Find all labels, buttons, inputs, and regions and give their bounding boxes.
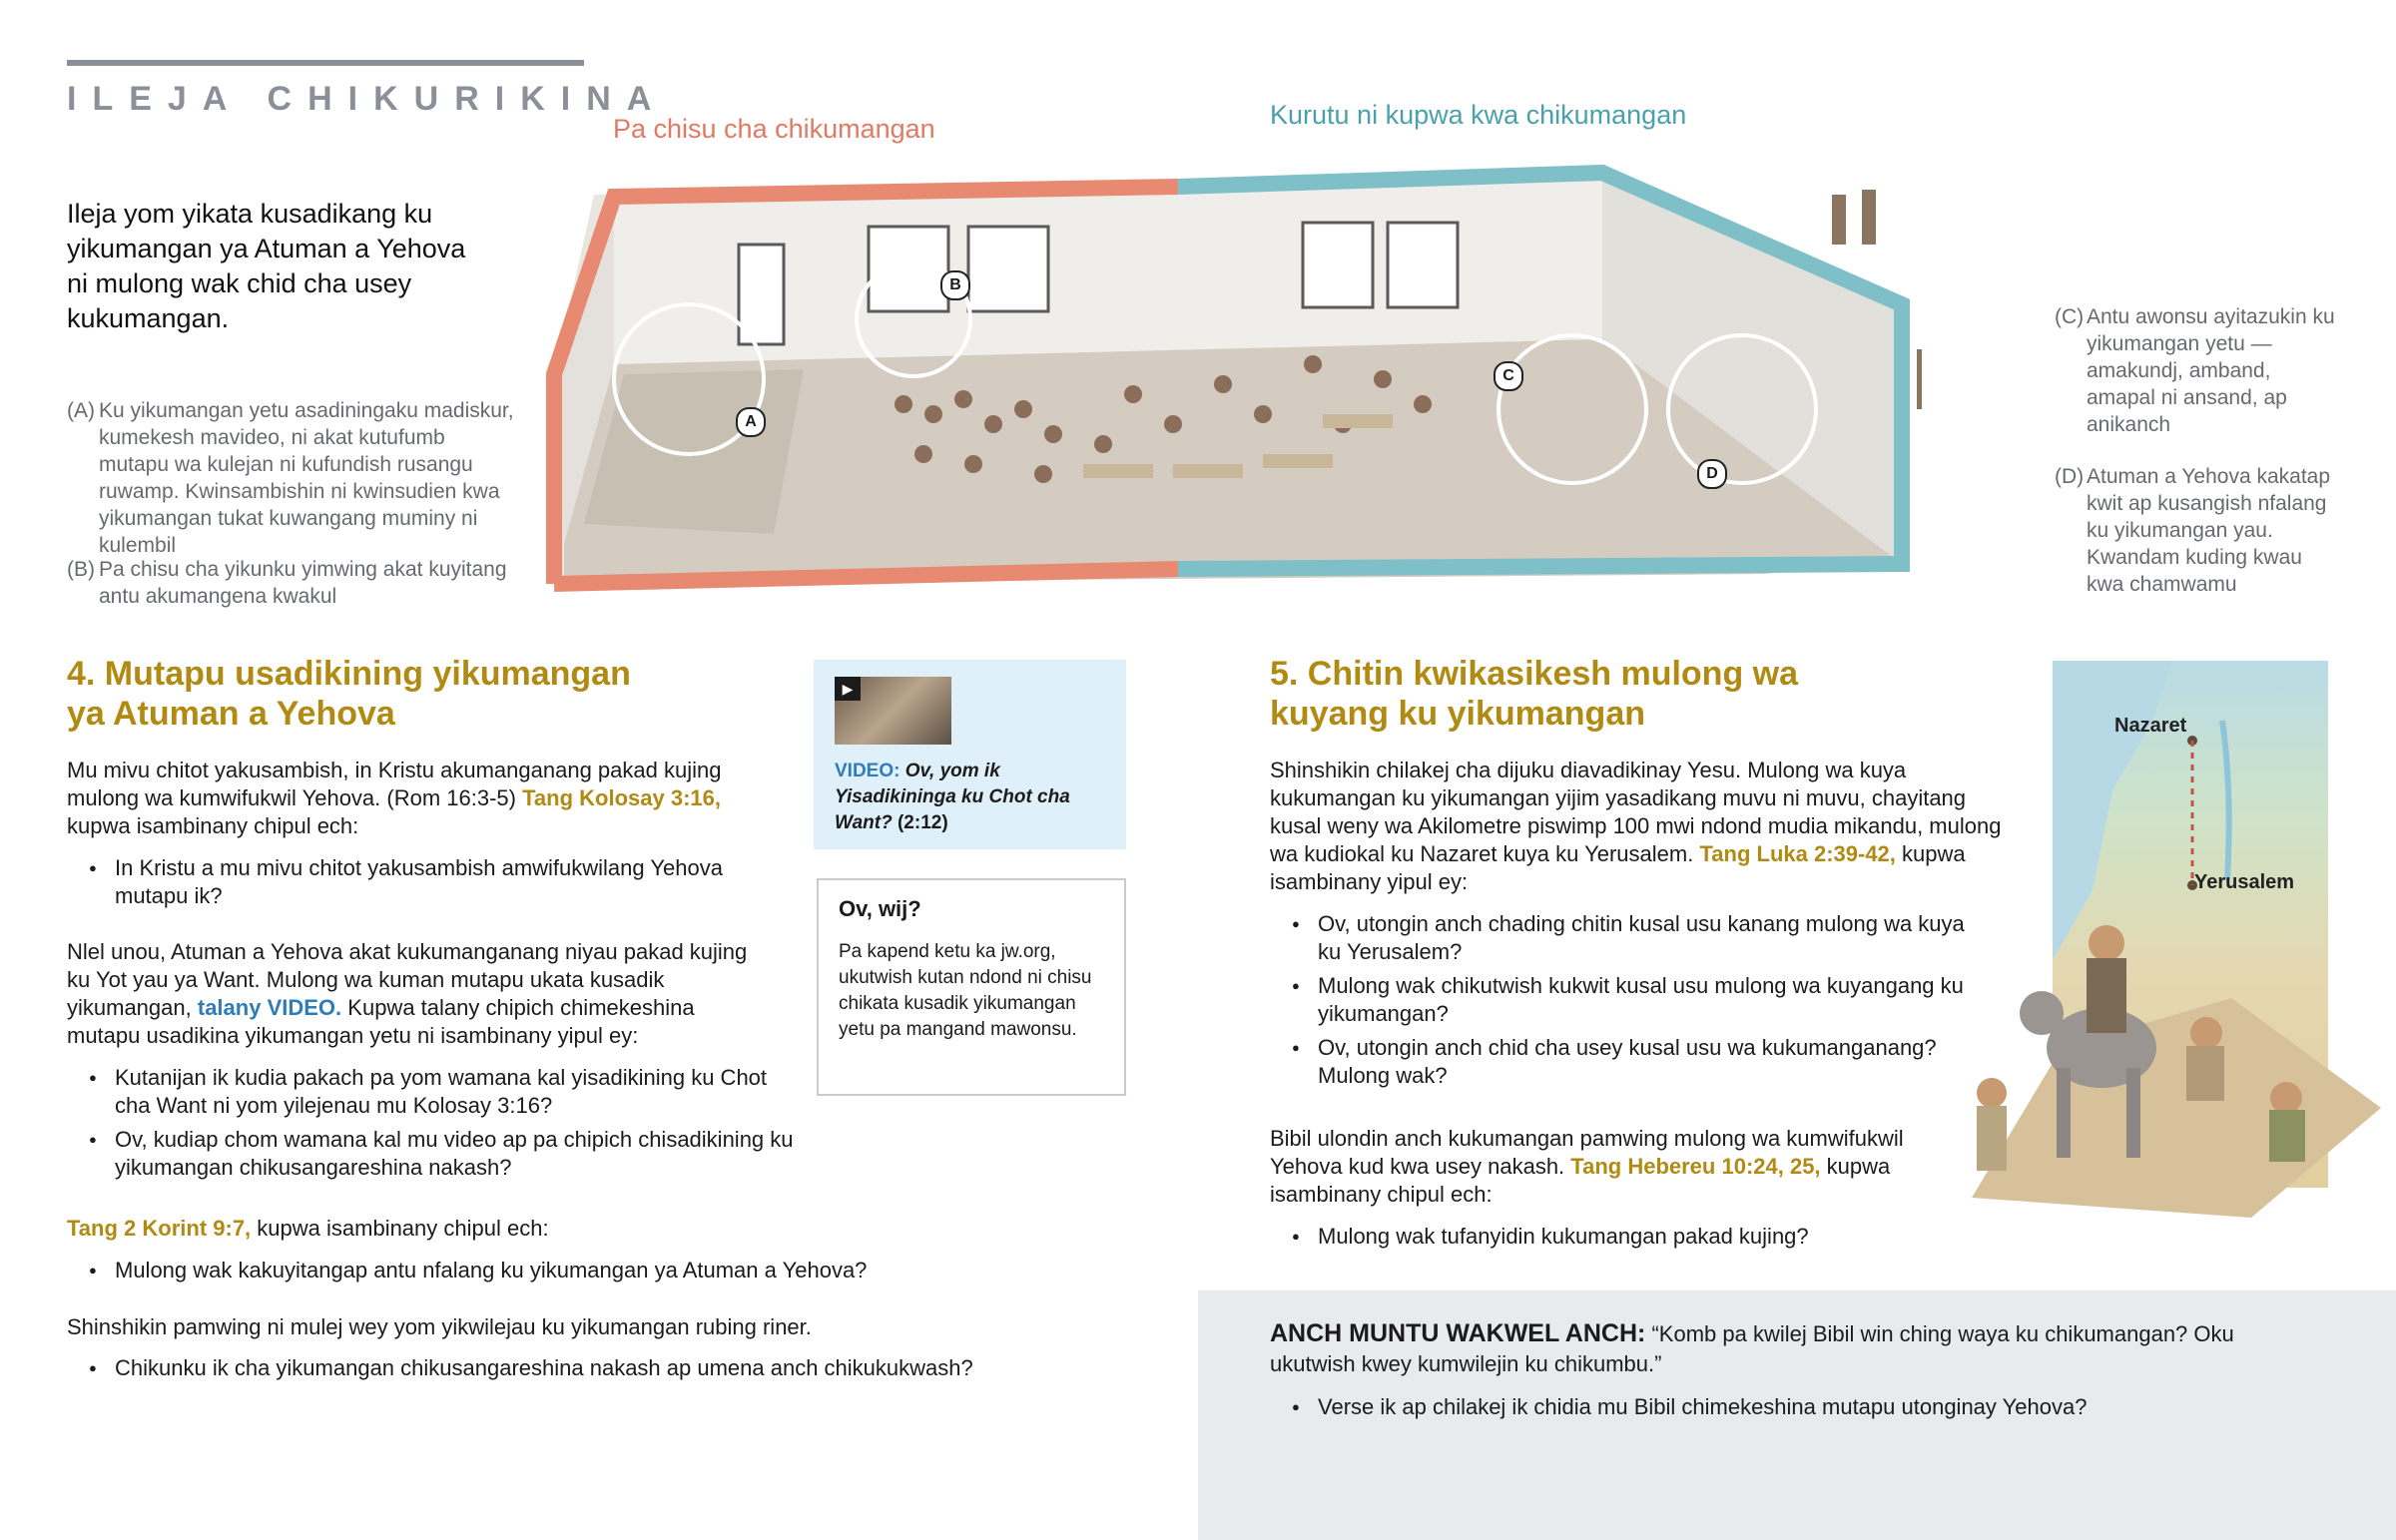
travelers-scene	[1932, 878, 2381, 1238]
section4-q5: ● Chikunku ik cha yikumangan chikusangareshina nakash ap umena anch chikukukwash?	[67, 1354, 1065, 1382]
did-you-know-text: Pa kapend ketu ka jw.org, ukutwish kutan ndond ni chisu chikata kusadik yikumangan yetu pa mangand mawonsu.	[839, 941, 1092, 1040]
section4-p1-end: kupwa isambinany chipul ech:	[67, 813, 359, 838]
video-title: Ov, yom ik Yisadikininga ku Chot cha Want?	[835, 761, 1070, 833]
section4-questions-1	[67, 854, 786, 916]
section5-p1-ref[interactable]: Tang Luka 2:39-42,	[1699, 841, 1896, 866]
section5-questions-2	[1270, 1223, 1969, 1257]
section4-p1-text: Mu mivu chitot yakusambish, in Kristu akumanganang pakad kujing mulong wa kumwifukwil Yehova. (Rom 16:3-5)	[67, 758, 722, 810]
caption-a	[67, 397, 516, 559]
section4-questions-3	[67, 1257, 1025, 1290]
section4-p2	[67, 938, 766, 1050]
video-prefix: VIDEO:	[835, 761, 900, 781]
caption-c-tag: (C)	[2055, 305, 2085, 328]
section5-title-line2: kuyang ku yikumangan	[1270, 695, 1645, 733]
section4-p1-ref[interactable]: Tang Kolosay 3:16,	[522, 785, 721, 810]
watch-video-link[interactable]: talany VIDEO.	[197, 995, 342, 1020]
caption-b-text: Pa chisu cha yikunku yimwing akat kuyitang antu akumangena kwakul	[99, 558, 507, 608]
caption-c	[2055, 303, 2344, 438]
section4-title-line1: 4. Mutapu usadikining yikumangan	[67, 655, 631, 693]
section5-p2-ref[interactable]: Tang Hebereu 10:24, 25,	[1570, 1154, 1821, 1179]
marker-b: B	[940, 270, 970, 300]
section4-p3-ref[interactable]: Tang 2 Korint 9:7,	[67, 1216, 252, 1241]
section4-p3-end: kupwa isambinany chipul ech:	[257, 1216, 549, 1241]
section5-q2: ● Mulong wak chikutwish kukwit kusal usu mulong wa kuyangang ku yikumangan?	[1270, 972, 1969, 1028]
section4-questions-2	[67, 1064, 806, 1188]
section4-p2-text: Nlel unou, Atuman a Yehova akat kukumanganang niyau pakad kujing ku Yot yau ya Want. Mulong wa kuman mutapu ukata kusadik yikumangan,	[67, 939, 748, 1020]
section4-title	[67, 654, 766, 734]
label-before-after-meeting: Kurutu ni kupwa kwa chikumangan	[1270, 100, 1687, 130]
closing-text	[1270, 1318, 2268, 1379]
map-label-yerusalem: Yerusalem	[2194, 871, 2295, 893]
section5-p1	[1270, 757, 2019, 896]
section4-p4: Shinshikin pamwing ni mulej wey yom yikwilejau ku yikumangan rubing riner.	[67, 1314, 812, 1339]
intro-text: Ileja yom yikata kusadikang ku yikumangan ya Atuman a Yehova ni mulong wak chid cha usey kukumangan.	[67, 199, 466, 333]
section4-title-line2: ya Atuman a Yehova	[67, 695, 395, 733]
section5-p2	[1270, 1125, 1929, 1209]
section5-title-line1: 5. Chitin kwikasikesh mulong wa	[1270, 655, 1799, 693]
section5-q1: ● Ov, utongin anch chading chitin kusal usu kanang mulong wa kuya ku Yerusalem?	[1270, 910, 1969, 966]
section4-p2-end: Kupwa talany chipich chimekeshina mutapu usadikina yikumangan yetu ni isambinany yipul ey:	[67, 995, 695, 1048]
section4-p1	[67, 757, 756, 840]
caption-b	[67, 556, 516, 610]
section5-q3: ● Ov, utongin anch chid cha usey kusal usu wa kukumanganang? Mulong wak?	[1270, 1034, 1969, 1090]
section-kicker: ILEJA CHIKURIKINA	[67, 80, 668, 118]
section5-p1-end: kupwa isambinany yipul ey:	[1270, 841, 1966, 894]
marker-d: D	[1697, 459, 1727, 489]
video-caption[interactable]	[835, 759, 1114, 836]
caption-d-tag: (D)	[2055, 465, 2085, 488]
section5-p2-text: Bibil ulondin anch kukumangan pamwing mulong wa kumwifukwil Yehova kud kwa usey nakash.	[1270, 1126, 1904, 1179]
section4-q3: ● Ov, kudiap chom wamana kal mu video ap pa chipich chisadikining ku yikumangan chikusangareshina nakash?	[67, 1126, 806, 1182]
kingdom-hall-illustration	[524, 165, 1922, 604]
play-icon[interactable]: ▶	[835, 677, 861, 701]
caption-a-text: Ku yikumangan yetu asadiningaku madiskur, kumekesh mavideo, ni akat kutufumb mutapu wa kulejan ni kufundish rusangu ruwamp. Kwinsambishin ni kwinsudien kwa yikumangan tukat kuwangang muminy ni kulembil	[99, 399, 514, 557]
section5-p1-text: Shinshikin chilakej cha dijuku diavadikinay Yesu. Mulong wa kuya kukumangan ku yikumangan yijim yasadikang muvu ni muvu, chayitang kusal weny wa Akilometre piswimp 100 mwi ndond mudia mikandu, mulong wa kudiokal ku Nazaret kuya ku Yerusalem.	[1270, 758, 2002, 866]
section4-questions-4	[67, 1354, 1065, 1388]
label-during-meeting: Pa chisu cha chikumangan	[613, 114, 935, 144]
caption-c-text: Antu awonsu ayitazukin ku yikumangan yetu —amakundj, amband, amapal ni ansand, ap anikanch	[2087, 305, 2335, 436]
caption-b-tag: (B)	[67, 558, 95, 581]
header-rule	[67, 60, 584, 66]
section5-q4: ● Mulong wak tufanyidin kukumangan pakad kujing?	[1270, 1223, 1969, 1251]
caption-d-text: Atuman a Yehova kakatap kwit ap kusangish nfalang ku yikumangan yau. Kwandam kuding kwau kwa chamwamu	[2087, 465, 2331, 596]
caption-a-tag: (A)	[67, 399, 95, 422]
did-you-know-title: Ov, wij?	[839, 896, 921, 921]
video-duration: (2:12)	[897, 812, 948, 833]
section5-questions-1	[1270, 910, 1969, 1096]
caption-d	[2055, 463, 2344, 598]
section5-title	[1270, 654, 1969, 734]
section4-p3	[67, 1215, 766, 1243]
section4-q2: ● Kutanijan ik kudia pakach pa yom wamana kal yisadikining ku Chot cha Want ni yom yilejenau mu Kolosay 3:16?	[67, 1064, 806, 1120]
marker-a: A	[736, 407, 766, 437]
section4-q4: ● Mulong wak kakuyitangap antu nfalang ku yikumangan ya Atuman a Yehova?	[67, 1257, 1025, 1284]
closing-questions	[1270, 1393, 2268, 1427]
closing-quote: “Komb pa kwilej Bibil win ching waya ku chikumangan? Oku ukutwish kwey kumwilejin ku chikumbu.”	[1270, 1321, 2234, 1376]
closing-label: ANCH MUNTU WAKWEL ANCH:	[1270, 1319, 1646, 1347]
section5-p2-end: kupwa isambinany chipul ech:	[1270, 1154, 1891, 1207]
section4-q1: ● In Kristu a mu mivu chitot yakusambish amwifukwilang Yehova mutapu ik?	[67, 854, 786, 910]
marker-c: C	[1494, 361, 1523, 391]
closing-q1: ● Verse ik ap chilakej ik chidia mu Bibil chimekeshina mutapu utonginay Yehova?	[1270, 1393, 2268, 1421]
map-label-nazaret: Nazaret	[2114, 715, 2187, 737]
